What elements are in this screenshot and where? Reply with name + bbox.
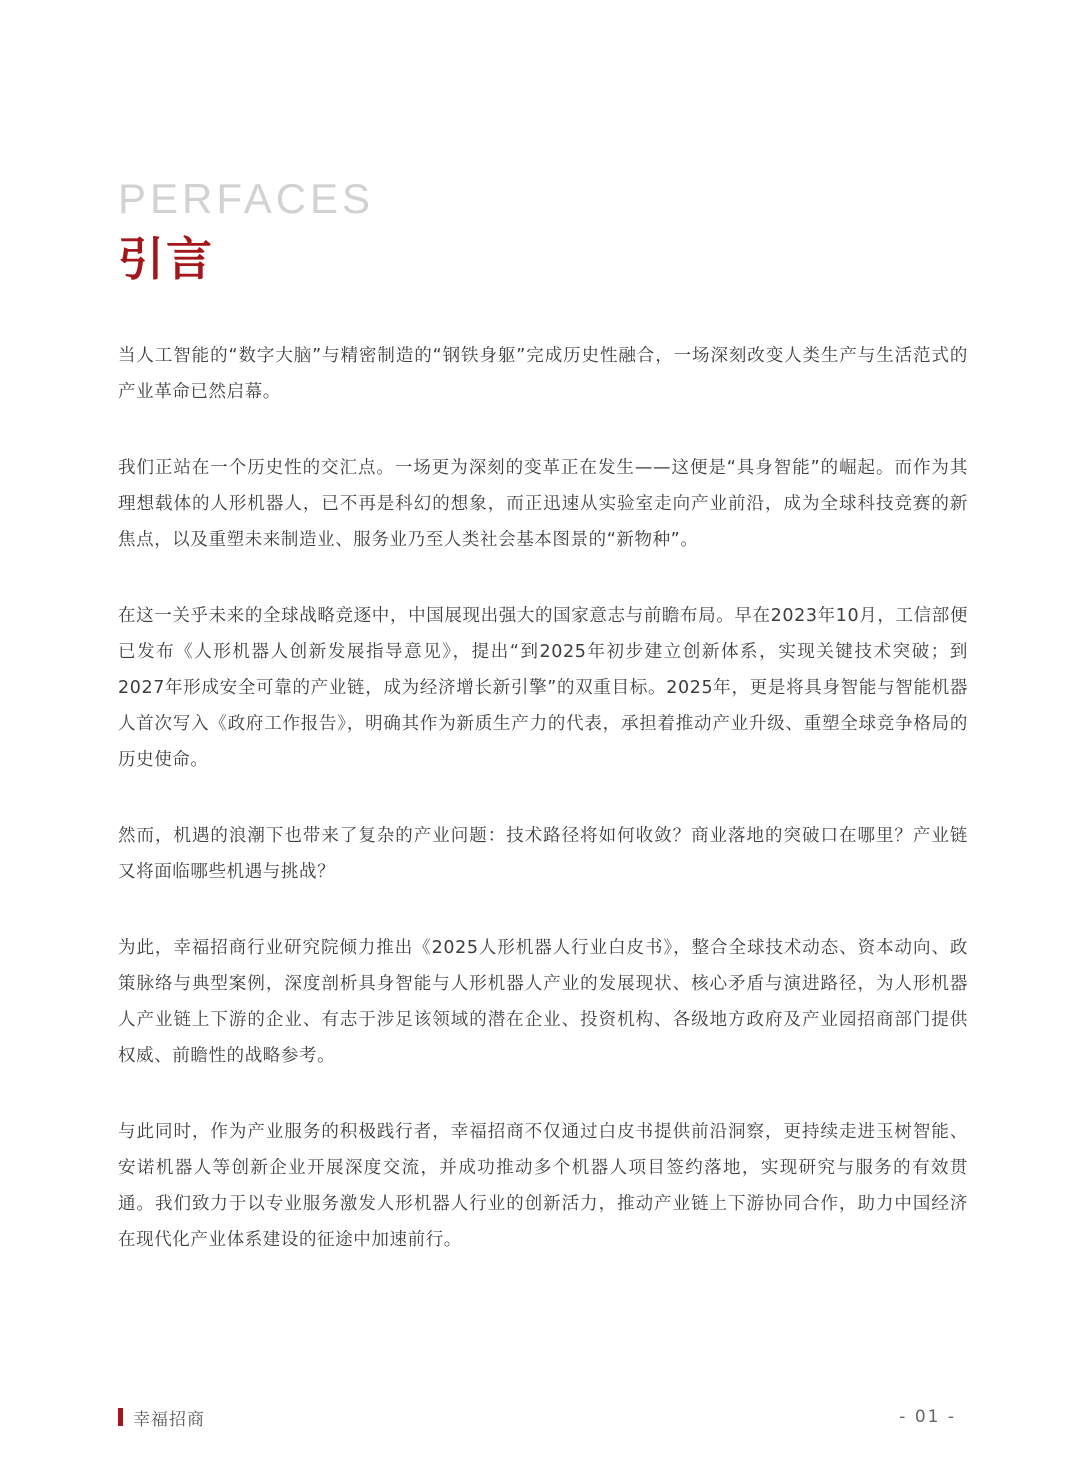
paragraph-3: 在这一关乎未来的全球战略竞逐中，中国展现出强大的国家意志与前瞻布局。早在2023年10月，工信部便已发布《人形机器人创新发展指导意见》，提出“到2025年初步建立创新体系，实现关键技术突破；到2027年形成安全可靠的产业链，成为经济增长新引擎”的双重目标。2025年，更是将具身智能与智能机器人首次写入《政府工作报告》，明确其作为新质生产力的代表，承担着推动产业升级、重塑全球竞争格局的历史使命。 [118, 606, 968, 770]
section-eyebrow: PERFACES [118, 175, 375, 222]
page-number: - 01 - [899, 1407, 956, 1427]
paragraph-1: 当人工智能的“数字大脑”与精密制造的“钢铁身躯”完成历史性融合，一场深刻改变人类生产与生活范式的产业革命已然启幕。 [118, 346, 968, 402]
paragraph-4: 然而，机遇的浪潮下也带来了复杂的产业问题：技术路径将如何收敛？商业落地的突破口在哪里？产业链又将面临哪些机遇与挑战？ [118, 826, 968, 882]
brand-name: 幸福招商 [133, 1409, 205, 1430]
page-footer [118, 1404, 956, 1430]
footer-brand [118, 1405, 205, 1430]
paragraph-6: 与此同时，作为产业服务的积极践行者，幸福招商不仅通过白皮书提供前沿洞察，更持续走进玉树智能、安诺机器人等创新企业开展深度交流，并成功推动多个机器人项目签约落地，实现研究与服务的有效贯通。我们致力于以专业服务激发人形机器人行业的创新活力，推动产业链上下游协同合作，助力中国经济在现代化产业体系建设的征途中加速前行。 [118, 1122, 968, 1250]
body-text [118, 338, 968, 1298]
paragraph-2: 我们正站在一个历史性的交汇点。一场更为深刻的变革正在发生——这便是“具身智能”的崛起。而作为其理想载体的人形机器人，已不再是科幻的想象，而正迅速从实验室走向产业前沿，成为全球科技竞赛的新焦点，以及重塑未来制造业、服务业乃至人类社会基本图景的“新物种”。 [118, 458, 968, 550]
paragraph-5: 为此，幸福招商行业研究院倾力推出《2025人形机器人行业白皮书》，整合全球技术动态、资本动向、政策脉络与典型案例，深度剖析具身智能与人形机器人产业的发展现状、核心矛盾与演进路径，为人形机器人产业链上下游的企业、有志于涉足该领域的潜在企业、投资机构、各级地方政府及产业园招商部门提供权威、前瞻性的战略参考。 [118, 938, 968, 1066]
page-title: 引言 [118, 232, 214, 286]
brand-accent-bar [118, 1408, 123, 1426]
